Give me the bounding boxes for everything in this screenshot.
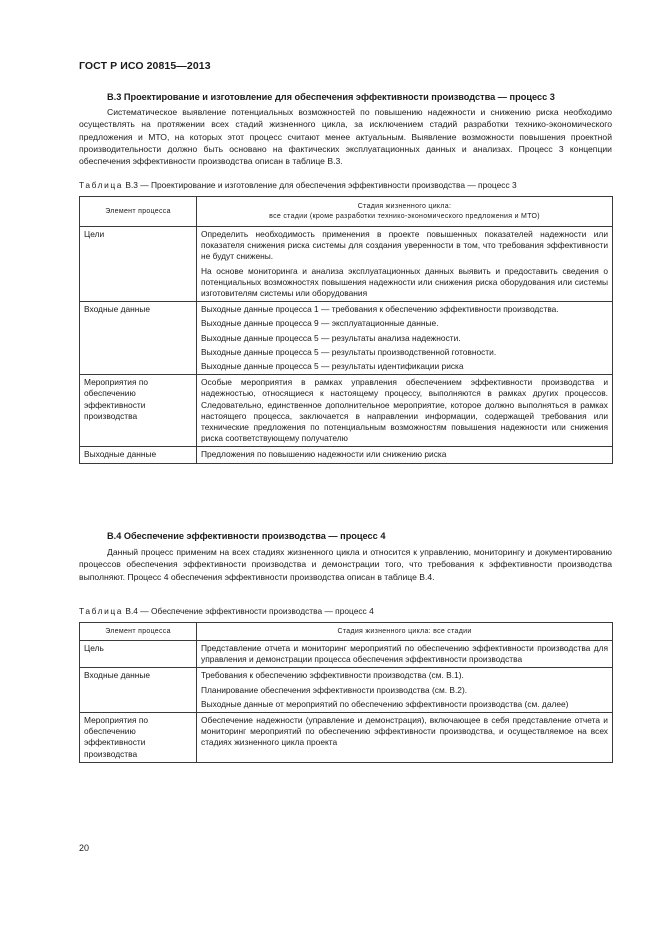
table-b4-header-row <box>80 623 613 641</box>
section-b3-paragraph: Систематическое выявление потенциальных возможностей по повышению надежности и снижению риска необходимо осуществлять на протяжении всех стадий жизненного цикла, за исключением стадий разработки технико-экономического предложения и МТО, на которых этот процесс считают менее актуальным. Выявление возможности повышения проектной производительности должно быть основано на фактических эксплуатационных данных и анализах. Процесс 3 концепции обеспечения эффективности производства описан в таблице В.3. <box>79 107 612 167</box>
table-cell-element: Мероприятия по обеспечению эффективности производства <box>80 713 197 763</box>
table-cell-item: Выходные данные от мероприятий по обеспечению эффективности производства (см. далее) <box>201 698 569 709</box>
table-b3-col2-header-line2: все стадии (кроме разработки технико-экономического предложения и МТО) <box>269 212 540 220</box>
table-cell-item: Требования к обеспечению эффективности производства (см. В.1). <box>201 670 464 681</box>
page-number: 20 <box>79 843 90 853</box>
table-cell-item: Выходные данные процесса 1 — требования к обеспечению эффективности производства. <box>201 304 559 315</box>
table-cell-item: Особые мероприятия в рамках управления обеспечением эффективности производства и надежностью, относящиеся к настоящему процессу, выполняются в рамках других процессов. Следовательно, единственное дополнительное мероприятие, которое должно выполняться в рамках настоящего процесса, заключается в направлении информации, содержащей требования или технические предложения по потенциальным возможностям повышения надежности или снижения риска соответствующему получателю <box>201 377 608 444</box>
section-b4-title: В.4 Обеспечение эффективности производства — процесс 4 <box>107 531 386 541</box>
table-b4-caption <box>79 606 374 616</box>
table-b4-caption-label: Таблица <box>79 606 124 616</box>
table-cell-element: Мероприятия по обеспечению эффективности производства <box>80 375 197 447</box>
table-b4 <box>79 622 613 763</box>
table-cell-item: Представление отчета и мониторинг мероприятий по обеспечению эффективности производства для управления и демонстрации процесса обеспечения эффективности производства <box>201 643 608 665</box>
section-b3-title: В.3 Проектирование и изготовление для обеспечения эффективности производства — процесс 3 <box>107 92 555 102</box>
table-cell-item: На основе мониторинга и анализа эксплуатационных данных выявить и предоставить сведения о потенциальных возможностях повышения надежности или снижения риска оборудования или системы изготовителям системы или оборудования <box>201 265 608 299</box>
table-b4-col2-header: Стадия жизненного цикла: все стадии <box>197 623 613 641</box>
table-b3-caption-text: В.3 — Проектирование и изготовление для обеспечения эффективности производства — процесс 3 <box>125 180 517 190</box>
table-row <box>80 447 613 463</box>
table-cell-content <box>197 447 613 463</box>
table-row <box>80 668 613 713</box>
document-header: ГОСТ Р ИСО 20815—2013 <box>79 60 211 72</box>
table-b4-caption-text: В.4 — Обеспечение эффективности производства — процесс 4 <box>125 606 374 616</box>
table-cell-item: Выходные данные процесса 9 — эксплуатационные данные. <box>201 318 439 329</box>
table-b3-col1-header: Элемент процесса <box>80 197 197 227</box>
table-b3-col2-header-line1: Стадия жизненного цикла: <box>357 202 452 210</box>
table-cell-content <box>197 713 613 763</box>
table-cell-content <box>197 302 613 375</box>
table-cell-content <box>197 668 613 713</box>
table-b3-col2-header <box>197 197 613 227</box>
table-b3-header-row <box>80 197 613 227</box>
table-cell-item: Планирование обеспечения эффективности производства (см. В.2). <box>201 684 468 695</box>
table-cell-item: Предложения по повышению надежности или снижению риска <box>201 449 447 460</box>
table-row <box>80 302 613 375</box>
table-row <box>80 713 613 763</box>
table-cell-item: Выходные данные процесса 5 — результаты идентификации риска <box>201 361 464 372</box>
table-b3-caption <box>79 180 517 190</box>
table-b3 <box>79 196 613 464</box>
table-b4-col1-header: Элемент процесса <box>80 623 197 641</box>
table-cell-element: Входные данные <box>80 668 197 713</box>
table-row <box>80 227 613 302</box>
table-cell-content <box>197 375 613 447</box>
table-b3-caption-label: Таблица <box>79 180 124 190</box>
table-cell-content <box>197 641 613 668</box>
table-cell-content <box>197 227 613 302</box>
table-cell-element: Цели <box>80 227 197 302</box>
table-cell-element: Цель <box>80 641 197 668</box>
table-cell-item: Определить необходимость применения в проекте повышенных показателей надежности или показателя снижения риска системы для создания уверенности в том, что требования эффективности не будут снижены. <box>201 229 608 262</box>
section-b4-paragraph: Данный процесс применим на всех стадиях жизненного цикла и относится к управлению, мониторингу и документированию процессов обеспечения эффективности производства и демонстрации того, что требования к эффективности производства выполняют. Процесс 4 обеспечения эффективности производства описан в таблице В.4. <box>79 547 612 582</box>
table-cell-item: Выходные данные процесса 5 — результаты производственной готовности. <box>201 346 497 357</box>
table-cell-element: Выходные данные <box>80 447 197 463</box>
table-row <box>80 375 613 447</box>
table-cell-item: Выходные данные процесса 5 — результаты анализа надежности. <box>201 332 461 343</box>
table-cell-item: Обеспечение надежности (управление и демонстрация), включающее в себя представление отчета и мониторинг мероприятий по обеспечению эффективности производства, и осуществляемое на всех стадиях жизненного цикла проекта <box>201 715 608 748</box>
table-row <box>80 641 613 668</box>
table-cell-element: Входные данные <box>80 302 197 375</box>
